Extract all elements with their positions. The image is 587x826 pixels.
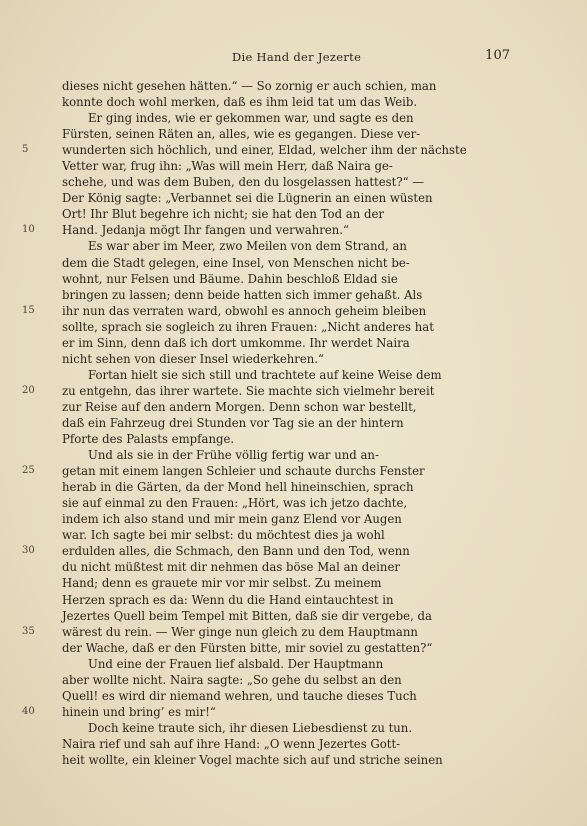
line-number: 15	[22, 304, 35, 316]
line-text: hinein und bring’ es mir!“	[62, 704, 216, 719]
line-number: 35	[22, 625, 35, 637]
line-number: 30	[22, 545, 35, 557]
text-line	[22, 511, 542, 527]
line-text: Fortan hielt sie sich still und trachtete auf keine Weise dem	[88, 367, 442, 382]
text-line	[22, 640, 542, 656]
line-text: Pforte des Palasts empfange.	[62, 432, 235, 447]
body-text	[22, 78, 542, 768]
text-line	[22, 255, 542, 271]
line-text: ihr nun das verraten ward, obwohl es annoch geheim bleiben	[62, 303, 427, 318]
text-line	[22, 592, 542, 608]
text-line	[22, 271, 542, 287]
text-line	[22, 110, 542, 126]
text-line	[22, 126, 542, 142]
line-text: Und als sie in der Frühe völlig fertig war und an-	[88, 448, 379, 463]
line-text: Es war aber im Meer, zwo Meilen von dem Strand, an	[88, 239, 407, 254]
text-line	[22, 720, 542, 736]
line-number: 25	[22, 465, 35, 477]
text-line	[22, 351, 542, 367]
text-line	[22, 479, 542, 495]
text-line	[22, 431, 542, 447]
text-line	[22, 752, 542, 768]
line-text: getan mit einem langen Schleier und schaute durchs Fenster	[62, 464, 425, 479]
text-line	[22, 656, 542, 672]
text-line	[22, 624, 542, 640]
text-line	[22, 367, 542, 383]
line-text: wohnt, nur Felsen und Bäume. Dahin beschloß Eldad sie	[62, 271, 398, 286]
text-line	[22, 415, 542, 431]
line-text: dem die Stadt gelegen, eine Insel, von Menschen nicht be-	[62, 255, 410, 270]
line-text: du nicht müßtest mit dir nehmen das böse Mal an deiner	[62, 560, 400, 575]
text-line	[22, 238, 542, 254]
text-line	[22, 303, 542, 319]
line-text: Quell! es wird dir niemand wehren, und tauche dieses Tuch	[62, 688, 417, 703]
line-text: Hand. Jedanja mögt Ihr fangen und verwahren.“	[62, 223, 349, 238]
line-text: Herzen sprach es da: Wenn du die Hand eintauchtest in	[62, 592, 394, 607]
text-line	[22, 463, 542, 479]
line-number: 40	[22, 705, 35, 717]
line-text: sie auf einmal zu den Frauen: „Hört, was ich jetzo dachte,	[62, 496, 408, 511]
text-line	[22, 672, 542, 688]
text-line	[22, 575, 542, 591]
line-text: Doch keine traute sich, ihr diesen Liebesdienst zu tun.	[88, 720, 413, 735]
line-text: nicht sehen von dieser Insel wiederkehren.“	[62, 351, 324, 366]
text-line	[22, 142, 542, 158]
page-header	[60, 48, 540, 66]
text-line	[22, 447, 542, 463]
text-line	[22, 608, 542, 624]
text-line	[22, 559, 542, 575]
text-line	[22, 94, 542, 110]
line-text: bringen zu lassen; denn beide hatten sich immer gehaßt. Als	[62, 287, 423, 302]
line-text: dieses nicht gesehen hätten.“ — So zornig er auch schien, man	[62, 79, 437, 93]
text-line	[22, 704, 542, 720]
text-line	[22, 287, 542, 303]
line-text: daß ein Fahrzeug drei Stunden vor Tag sie an der hintern	[62, 415, 404, 430]
running-title: Die Hand der Jezerte	[232, 50, 362, 64]
line-text: zu entgehn, das ihrer wartete. Sie machte sich vielmehr bereit	[62, 383, 435, 398]
text-line	[22, 383, 542, 399]
line-text: herab in die Gärten, da der Mond hell hineinschien, sprach	[62, 480, 414, 495]
line-text: der Wache, daß er den Fürsten bitte, mir soviel zu gestatten?“	[62, 640, 433, 655]
line-text: Hand; denn es grauete mir vor mir selbst. Zu meinem	[62, 576, 382, 591]
text-line	[22, 543, 542, 559]
line-text: Naira rief und sah auf ihre Hand: „O wenn Jezertes Gott-	[62, 736, 401, 751]
text-line	[22, 335, 542, 351]
text-line	[22, 736, 542, 752]
text-line	[22, 688, 542, 704]
text-line	[22, 206, 542, 222]
line-number: 5	[22, 144, 29, 156]
line-text: wärest du rein. — Wer ginge nun gleich zu dem Hauptmann	[62, 624, 418, 639]
line-text: Er ging indes, wie er gekommen war, und sagte es den	[88, 111, 414, 126]
text-line	[22, 158, 542, 174]
text-line	[22, 78, 542, 94]
line-text: aber wollte nicht. Naira sagte: „So gehe du selbst an den	[62, 672, 402, 687]
text-line	[22, 319, 542, 335]
line-text: Ort! Ihr Blut begehre ich nicht; sie hat den Tod an der	[62, 207, 384, 222]
line-text: wunderten sich höchlich, und einer, Eldad, welcher ihm der nächste	[62, 143, 467, 158]
line-text: Fürsten, seinen Räten an, alles, wie es gegangen. Diese ver-	[62, 127, 421, 142]
line-text: zur Reise auf den andern Morgen. Denn schon war bestellt,	[62, 399, 417, 414]
line-text: schehe, und was dem Buben, den du losgelassen hattest?“ —	[62, 175, 425, 190]
text-line	[22, 174, 542, 190]
text-line	[22, 399, 542, 415]
text-line	[22, 527, 542, 543]
text-line	[22, 495, 542, 511]
line-text: erdulden alles, die Schmach, den Bann und den Tod, wenn	[62, 544, 410, 559]
text-line	[22, 190, 542, 206]
line-number: 10	[22, 224, 35, 236]
line-text: er im Sinn, denn daß ich dort umkomme. Ihr werdet Naira	[62, 335, 410, 350]
line-text: heit wollte, ein kleiner Vogel machte sich auf und striche seinen	[62, 752, 443, 767]
page-number: 107	[485, 48, 510, 63]
text-line	[22, 222, 542, 238]
line-text: indem ich also stand und mir mein ganz Elend vor Augen	[62, 512, 402, 527]
line-text: Jezertes Quell beim Tempel mit Bitten, daß sie dir vergebe, da	[62, 608, 432, 623]
line-text: konnte doch wohl merken, daß es ihm leid tat um das Weib.	[62, 95, 418, 110]
line-text: sollte, sprach sie sogleich zu ihren Frauen: „Nicht anderes hat	[62, 319, 434, 334]
line-number: 20	[22, 384, 35, 396]
line-text: Vetter war, frug ihn: „Was will mein Herr, daß Naira ge-	[62, 159, 393, 174]
line-text: Der König sagte: „Verbannet sei die Lügnerin an einen wüsten	[62, 191, 433, 206]
line-text: war. Ich sagte bei mir selbst: du möchtest dies ja wohl	[62, 528, 385, 543]
line-text: Und eine der Frauen lief alsbald. Der Hauptmann	[88, 656, 384, 671]
